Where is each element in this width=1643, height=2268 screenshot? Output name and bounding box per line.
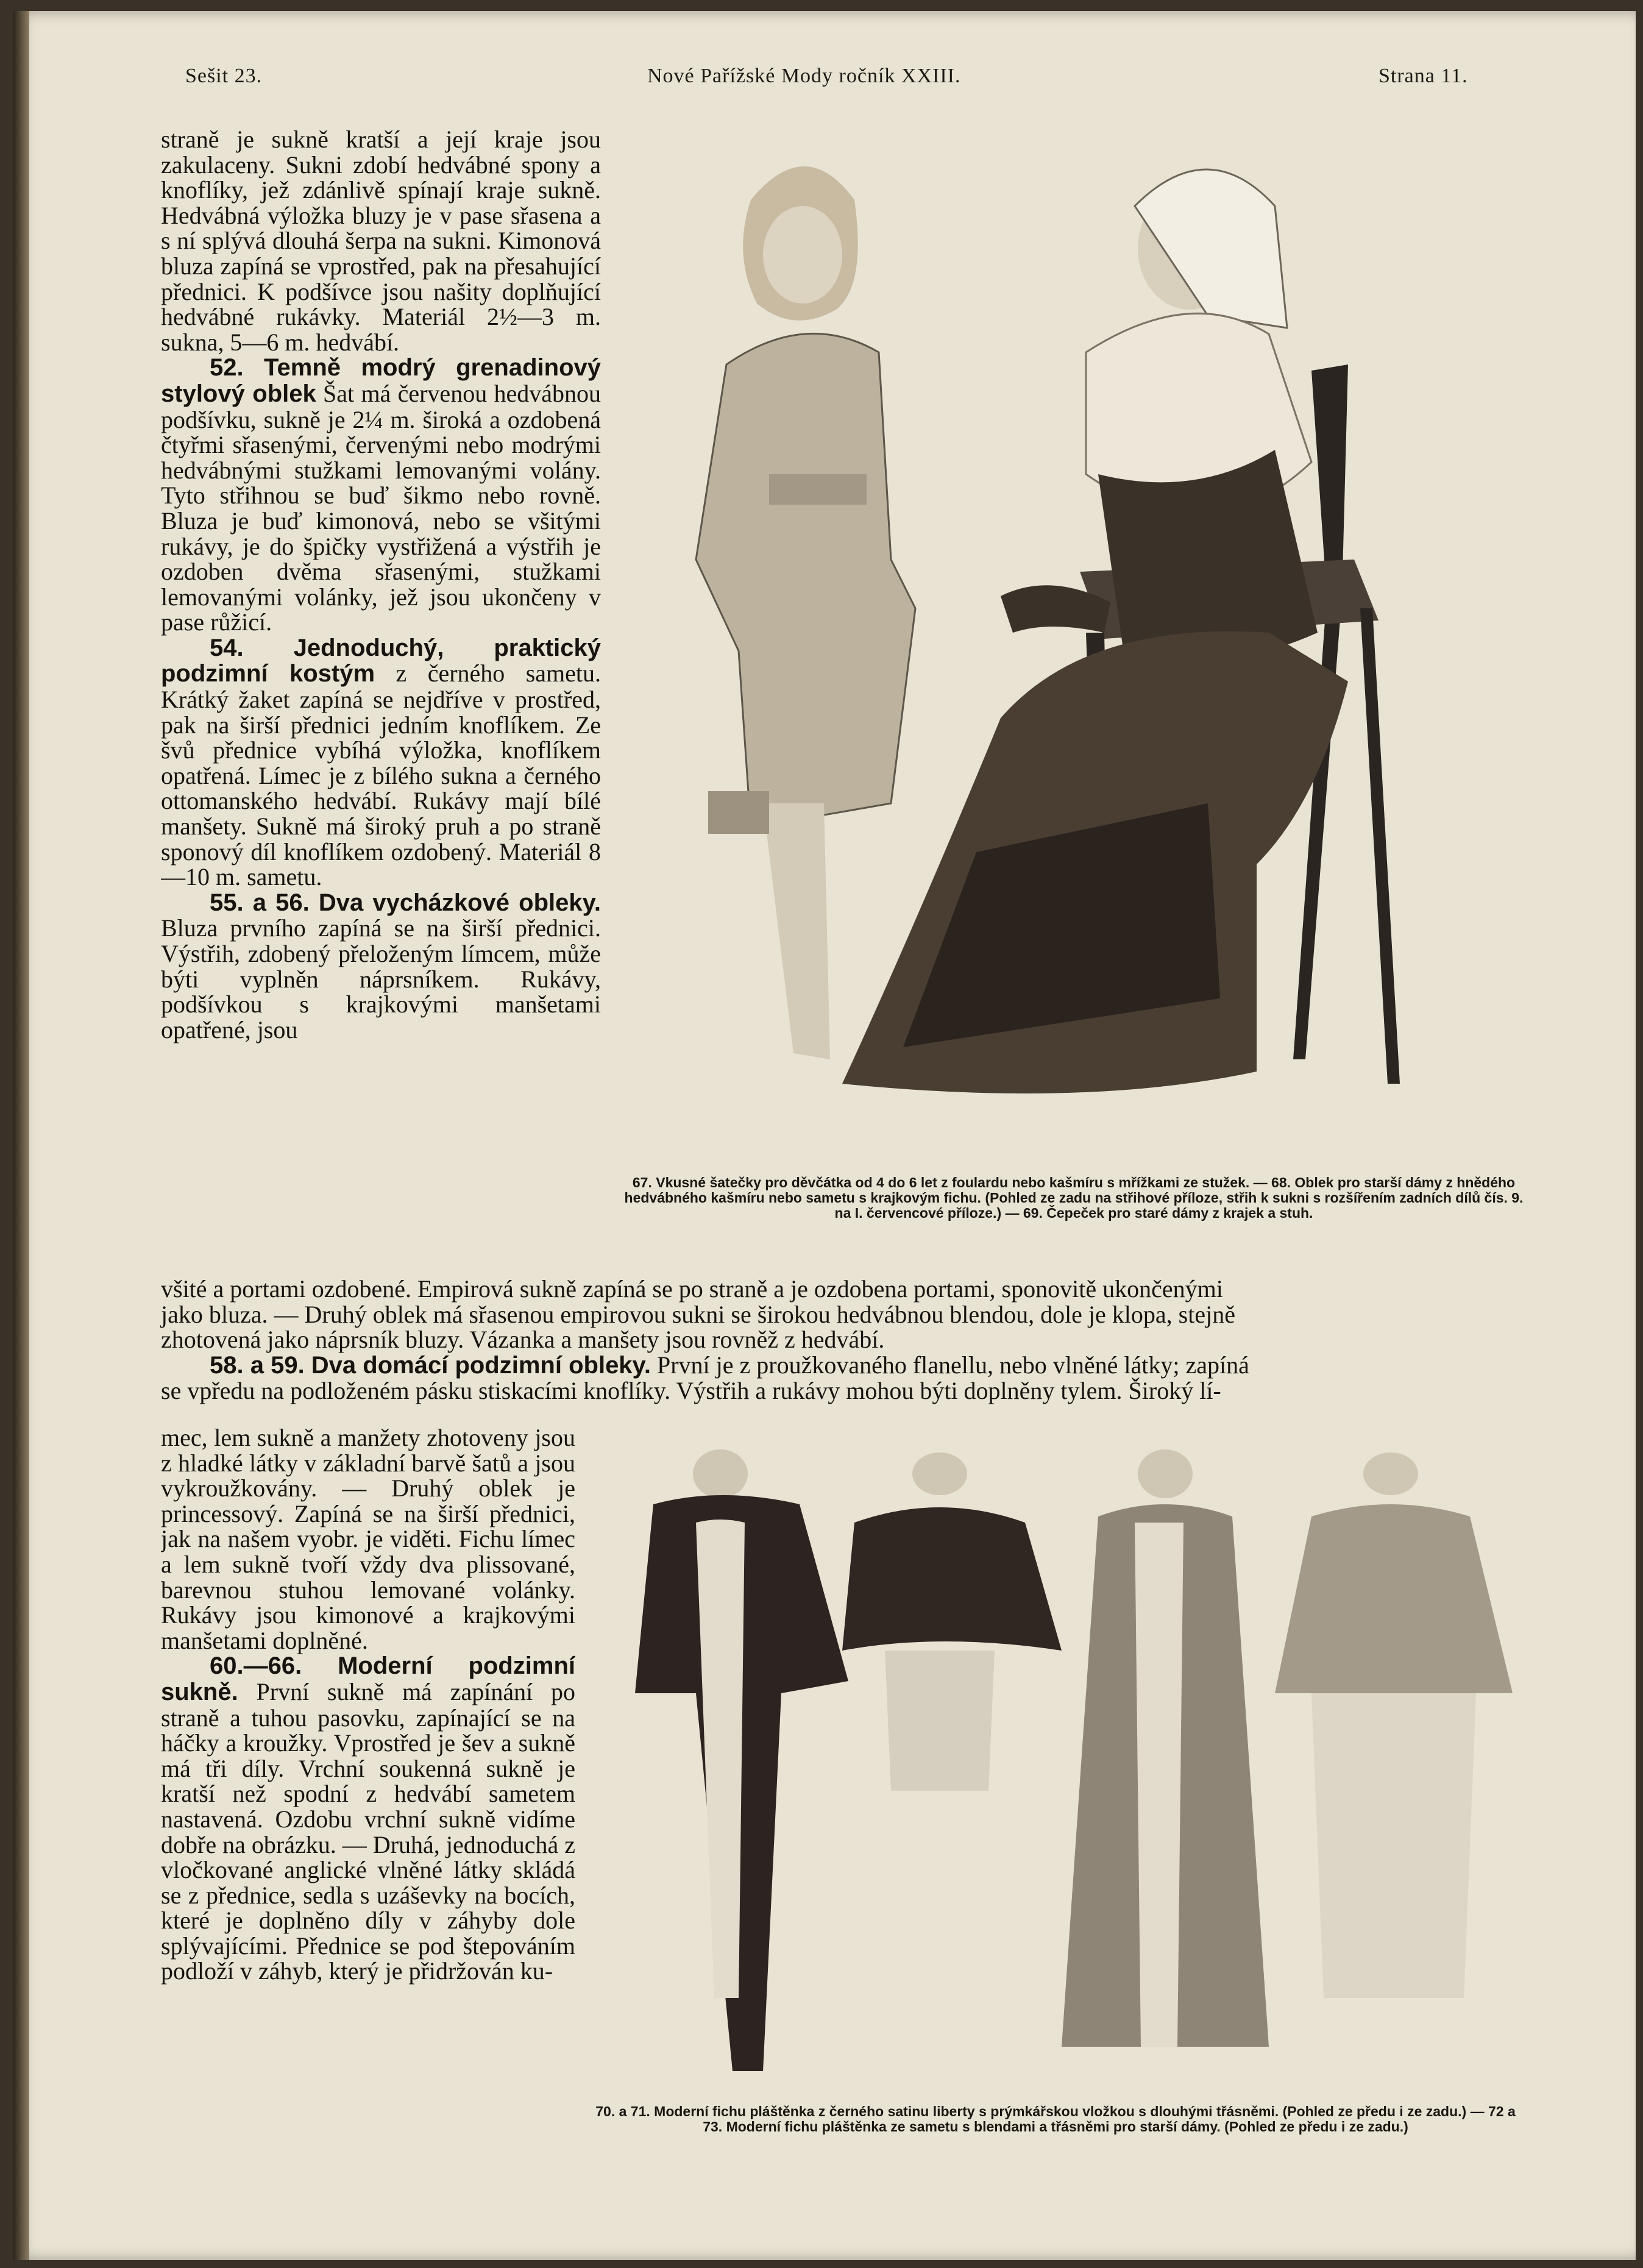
paragraph-55	[161, 890, 601, 1043]
paragraph-intro: straně je sukně kratší a její kraje jsou zakulaceny. Sukni zdobí hedvábné spony a knoflíky, jež zdánlivě spínají kraje sukně. Hedvábná výložka bluzy je v pase sřasena a s ní splývá dlouhá šerpa na sukni. Kimonová bluza zapíná se vprostřed, pak na přesahující přednici. K podšívce jsou našity doplňující hedvábné rukávky. Materiál 2½—3 m. sukna, 5—6 m. hedvábí.	[161, 127, 601, 356]
heading-52: 52. Temně modrý grenadinový stylový oblek	[161, 354, 601, 407]
text-column-upper	[161, 127, 601, 1267]
full-width-paragraph	[161, 1276, 1520, 1404]
full-width-line-3: zhotovená jako náprsník bluzy. Vázanka a manšety jsou rovněž z hedvábí.	[161, 1326, 885, 1354]
paragraph-54	[161, 635, 601, 890]
caption-figures-67-69: 67. Vkusné šatečky pro děvčátka od 4 do 6 let z foulardu nebo kašmíru s mřížkami ze stužek. — 68. Oblek pro starší dámy z hnědého hedvábného kašmíru nebo sametu s krajkovým fichu. (Pohled ze zadu na střihové příloze, střih k sukni s rozšířením zadních dílů čís. 9. na I. červencové příloze.) — 69. Čepeček pro staré dámy z krajek a stuh.	[624, 1175, 1524, 1221]
text-58-line-1: První je z proužkovaného flanellu, nebo vlněné látky; zapíná	[650, 1351, 1249, 1379]
header-page-number: Strana 11.	[1379, 65, 1468, 87]
text-54: z černého sametu. Krátký žaket zapíná se nejdříve v prostřed, pak na širší přednici jedním knoflíkem. Ze švů přednice vybíhá výložka, knoflíkem opatřená. Límec je z bílého sukna a černého ottomanského hedvábí. Rukávy mají bílé manšety. Sukně má široký pruh a po straně sponový díl knoflíkem ozdobený. Materiál 8—10 m. sametu.	[161, 659, 601, 891]
text-60: První sukně má zapínání po straně a tuhou pasovku, zapínající se na háčky a kroužky. Vprostřed je šev a sukně má tři díly. Vrchní soukenná sukně je kratší než spodní z hedvábí sametem nastavená. Ozdobu vrchní sukně vidíme dobře na obrázku. — Druhá, jednoduchá z vločkované anglické vlněné látky skládá se z přednice, sedla s uzáševky na bocích, které je doplněno díly v záhyby dole splývajícími. Přednice se pod štepováním podloží v záhyb, který je přidržován ku-	[161, 1677, 575, 1985]
heading-55: 55. a 56. Dva vycházkové obleky.	[210, 889, 601, 916]
text-52: Šat má červenou hedvábnou podšívku, sukně je 2¼ m. široká a ozdobená čtyřmi sřasenými, červenými nebo modrými hedvábnými stužkami lemovanými volány. Tyto střihnou se buď šikmo nebo rovně. Bluza je buď kimonová, nebo se všitými rukávy, je do špičky vystřižená a výstřih je ozdoben dvěma sřasenými, stužkami lemovanými volánky, jež jsou ukončeny v pase růžicí.	[161, 379, 601, 636]
illustration-capes-70-73	[598, 1449, 1525, 2096]
full-width-line-1: všité a portami ozdobené. Empirová sukně zapíná se po straně a je ozdobena portami, sponovitě ukončenými	[161, 1275, 1223, 1303]
caption-figures-70-73: 70. a 71. Moderní fichu pláštěnka z černého satinu liberty s prýmkářskou vložkou s dlouhými třásněmi. (Pohled ze předu i ze zadu.) — 72 a 73. Moderní fichu pláštěnka ze sametu s blendami a třásněmi pro starší dámy. (Pohled ze předu i ze zadu.)	[595, 2103, 1516, 2135]
illustration-figures-67-69	[659, 133, 1525, 1145]
full-width-line-2: jako bluza. — Druhý oblek má sřasenou empirovou sukni se širokou hedvábnou blendou, dole je klopa, stejně	[161, 1300, 1235, 1328]
heading-60: 60.—66. Moderní podzimní sukně.	[161, 1652, 575, 1705]
text-55: Bluza prvního zapíná se na širší přednici. Výstřih, zdobený přeloženým límcem, může býti vyplněn náprsníkem. Rukávy, podšívkou s krajkovými manšetami opatřené, jsou	[161, 914, 601, 1043]
book-binding-shadow	[13, 11, 29, 2260]
header-issue: Sešit 23.	[185, 65, 263, 87]
paragraph-52	[161, 355, 601, 635]
section-58-line-1	[161, 1353, 1520, 1379]
section-58-line-2: se vpředu na podloženém pásku stiskacími knoflíky. Výstřih a rukávy mohou býti doplněny tylem. Široký lí-	[161, 1377, 1221, 1405]
paragraph-58-continued: mec, lem sukně a manžety zhotoveny jsou z hladké látky v základní barvě šatů a jsou vykroužkovány. — Druhý oblek je princessový. Zapíná se na širší přednici, jak na našem vyobr. je viděti. Fichu límec a lem sukně tvoří vždy dva plissované, barevnou stuhou lemované volánky. Rukávy jsou kimonové a krajkovými manšetami doplněné.	[161, 1425, 575, 1654]
text-column-lower	[161, 1425, 575, 2254]
heading-58: 58. a 59. Dva domácí podzimní obleky.	[210, 1351, 651, 1379]
header-title: Nové Pařížské Mody ročník XXIII.	[647, 65, 961, 87]
magazine-page	[13, 11, 1636, 2260]
heading-54: 54. Jednoduchý, praktický podzimní kostým	[161, 634, 601, 688]
paragraph-60	[161, 1653, 575, 1984]
